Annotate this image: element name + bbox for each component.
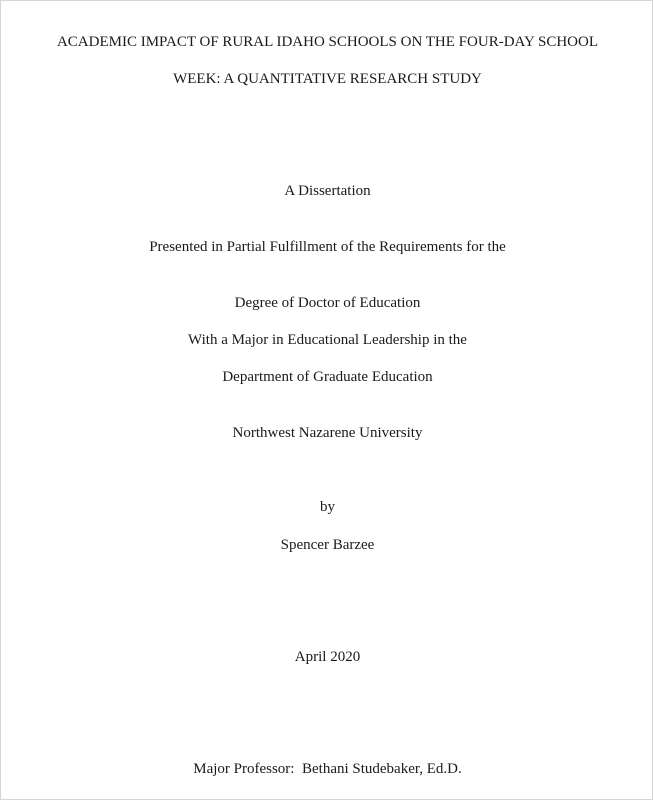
major-professor — [1, 760, 653, 778]
by-label: by — [320, 499, 335, 515]
submission-date: April 2020 — [294, 649, 361, 665]
dissertation-type: A Dissertation — [284, 183, 371, 199]
major-professor-name: Bethani Studebaker, Ed.D. — [301, 761, 462, 777]
author-name: Spencer Barzee — [280, 537, 375, 553]
university-name: Northwest Nazarene University — [232, 425, 423, 441]
major-professor-label: Major Professor: — [193, 761, 295, 777]
department-name: Department of Graduate Education — [222, 369, 433, 385]
presented-statement: Presented in Partial Fulfillment of the Requirements for the — [149, 239, 506, 255]
major-statement: With a Major in Educational Leadership in the — [188, 332, 467, 348]
title-line-2: WEEK: A QUANTITATIVE RESEARCH STUDY — [173, 71, 482, 87]
title-line-1: ACADEMIC IMPACT OF RURAL IDAHO SCHOOLS ON THE FOUR-DAY SCHOOL — [56, 34, 599, 50]
degree-name: Degree of Doctor of Education — [234, 295, 421, 311]
